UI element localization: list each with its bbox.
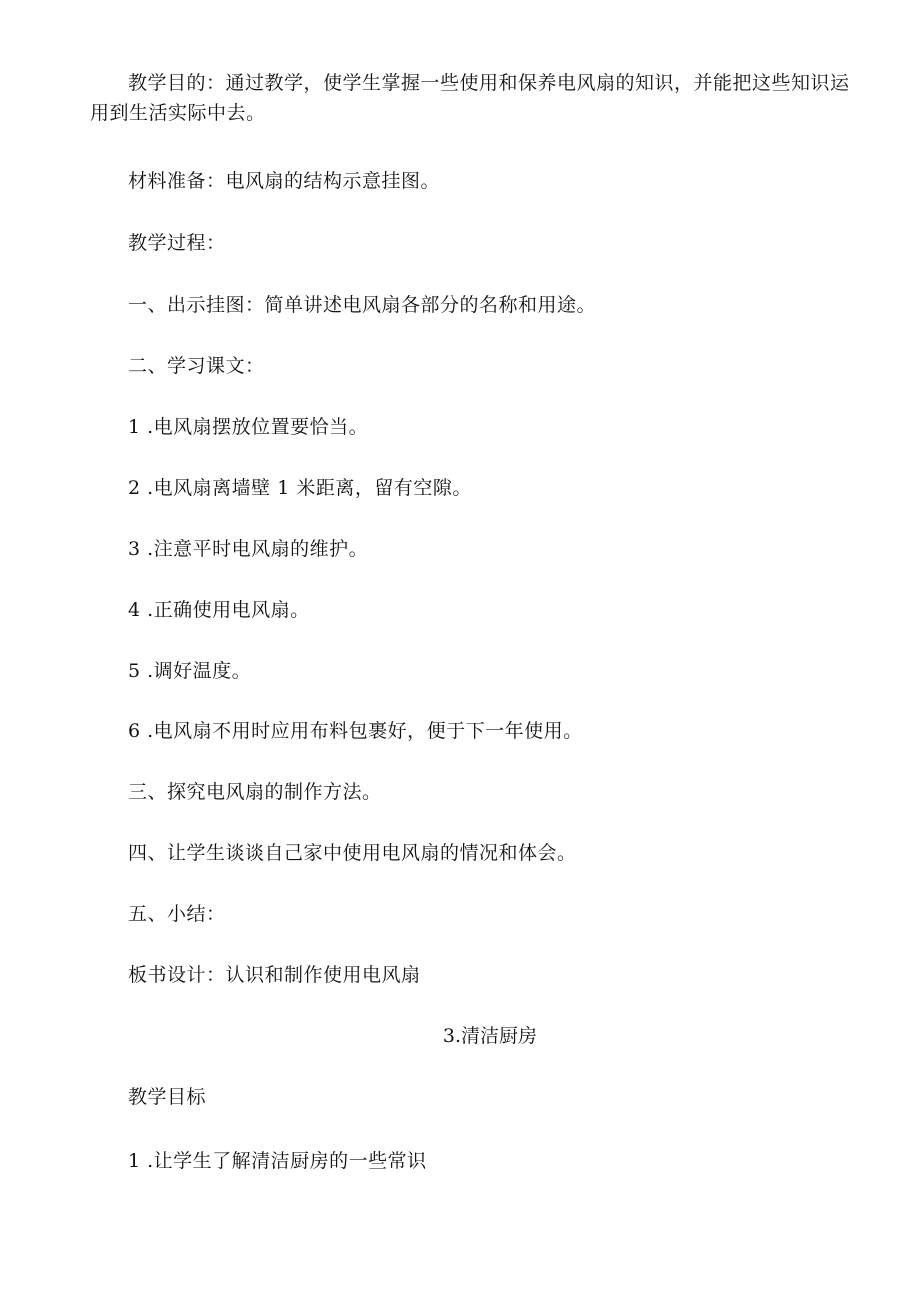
goal-item-1: 1 .让学生了解清洁厨房的一些常识 xyxy=(128,1150,427,1172)
step-1: 一、出示挂图：简单讲述电风扇各部分的名称和用途。 xyxy=(128,294,597,316)
step-4: 四、让学生谈谈自己家中使用电风扇的情况和体会。 xyxy=(128,842,577,864)
step-3: 三、探究电风扇的制作方法。 xyxy=(128,781,382,803)
objective-paragraph: 教学目的：通过教学，使学生掌握一些使用和保养电风扇的知识，并能把这些知识运用到生活实际中去。 xyxy=(90,72,850,124)
goal-title: 教学目标 xyxy=(128,1086,207,1108)
list-item: 2 .电风扇离墙壁 1 米距离，留有空隙。 xyxy=(128,477,472,499)
list-item: 5 .调好温度。 xyxy=(128,660,252,682)
step-2: 二、学习课文： xyxy=(128,355,265,377)
board-design: 板书设计：认识和制作使用电风扇 xyxy=(128,964,421,986)
process-title: 教学过程： xyxy=(128,232,226,254)
list-item: 3 .注意平时电风扇的维护。 xyxy=(128,538,369,560)
list-item: 4 .正确使用电风扇。 xyxy=(128,599,310,621)
section-title: 3.清洁厨房 xyxy=(442,1025,538,1047)
step-5: 五、小结： xyxy=(128,903,226,925)
list-item: 1 .电风扇摆放位置要恰当。 xyxy=(128,416,369,438)
list-item: 6 .电风扇不用时应用布料包裹好，便于下一年使用。 xyxy=(128,720,583,742)
materials-line: 材料准备：电风扇的结构示意挂图。 xyxy=(128,170,441,192)
